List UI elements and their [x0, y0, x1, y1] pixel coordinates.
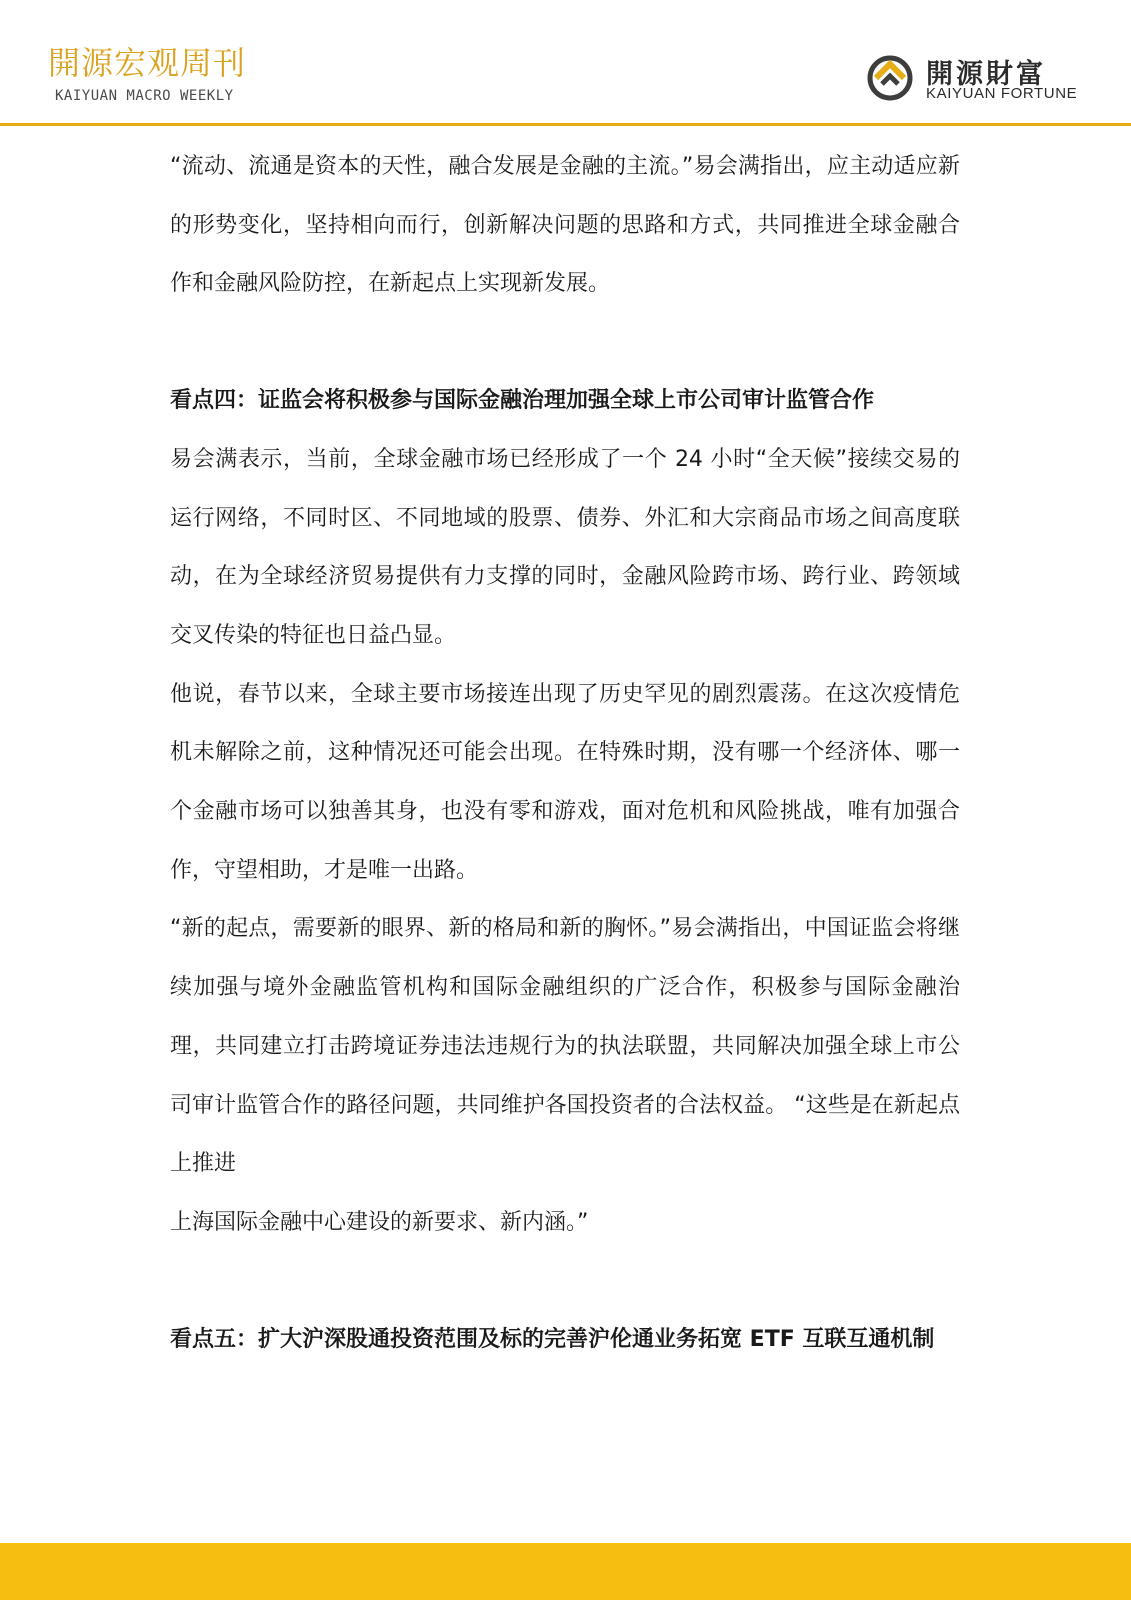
footer-bar — [0, 1543, 1131, 1600]
publication-title: 開源宏观周刊 — [48, 44, 247, 82]
logo-chinese-text: 開源財富 — [926, 59, 1046, 90]
section-heading-point-four: 看点四：证监会将积极参与国际金融治理加强全球上市公司审计监管合作 — [170, 388, 875, 414]
logo-mark-icon — [866, 54, 914, 102]
paragraph-shanghai-financial-center: 上海国际金融中心建设的新要求、新内涵。” — [170, 1209, 589, 1235]
paragraph-market-volatility: 他说，春节以来，全球主要市场接连出现了历史罕见的剧烈震荡。在这次疫情危机未解除之前，这种情况还可能会出现。在特殊时期，没有哪一个经济体、哪一个金融市场可以独善其身，也没有零和游戏，面对危机和风险挑战，唯有加强合作，守望相助，才是唯一出路。 — [170, 681, 960, 883]
section-spacer — [170, 314, 960, 372]
publication-subtitle: KAIYUAN MACRO WEEKLY — [55, 88, 234, 104]
section-heading-point-five: 看点五：扩大沪深股通投资范围及标的完善沪伦通业务拓宽 ETF 互联互通机制 — [170, 1326, 935, 1352]
paragraph-global-market-network: 易会满表示，当前，全球金融市场已经形成了一个 24 小时“全天候”接续交易的运行网络，不同时区、不同地域的股票、债券、外汇和大宗商品市场之间高度联动，在为全球经济贸易提供有力支撑的同时，金融风险跨市场、跨行业、跨领域交叉传染的特征也日益凸显。 — [170, 446, 960, 648]
logo-english-text: KAIYUAN FORTUNE — [926, 85, 1078, 102]
paragraph-quote-liquidity: “流动、流通是资本的天性，融合发展是金融的主流。”易会满指出，应主动适应新的形势变化，坚持相向而行，创新解决问题的思路和方式，共同推进全球金融合作和金融风险防控，在新起点上实现新发展。 — [170, 154, 960, 297]
page-header — [0, 0, 1131, 126]
section-spacer — [170, 1253, 960, 1311]
article-body — [170, 138, 960, 1369]
kaiyuan-fortune-logo — [866, 52, 1106, 108]
header-divider — [0, 123, 1131, 126]
paragraph-new-starting-point: “新的起点，需要新的眼界、新的格局和新的胸怀。”易会满指出，中国证监会将继续加强与境外金融监管机构和国际金融组织的广泛合作，积极参与国际金融治理，共同建立打击跨境证券违法违规行为的执法联盟，共同解决加强全球上市公司审计监管合作的路径问题，共同维护各国投资者的合法权益。 “这些是在新起点上推进 — [170, 916, 960, 1177]
